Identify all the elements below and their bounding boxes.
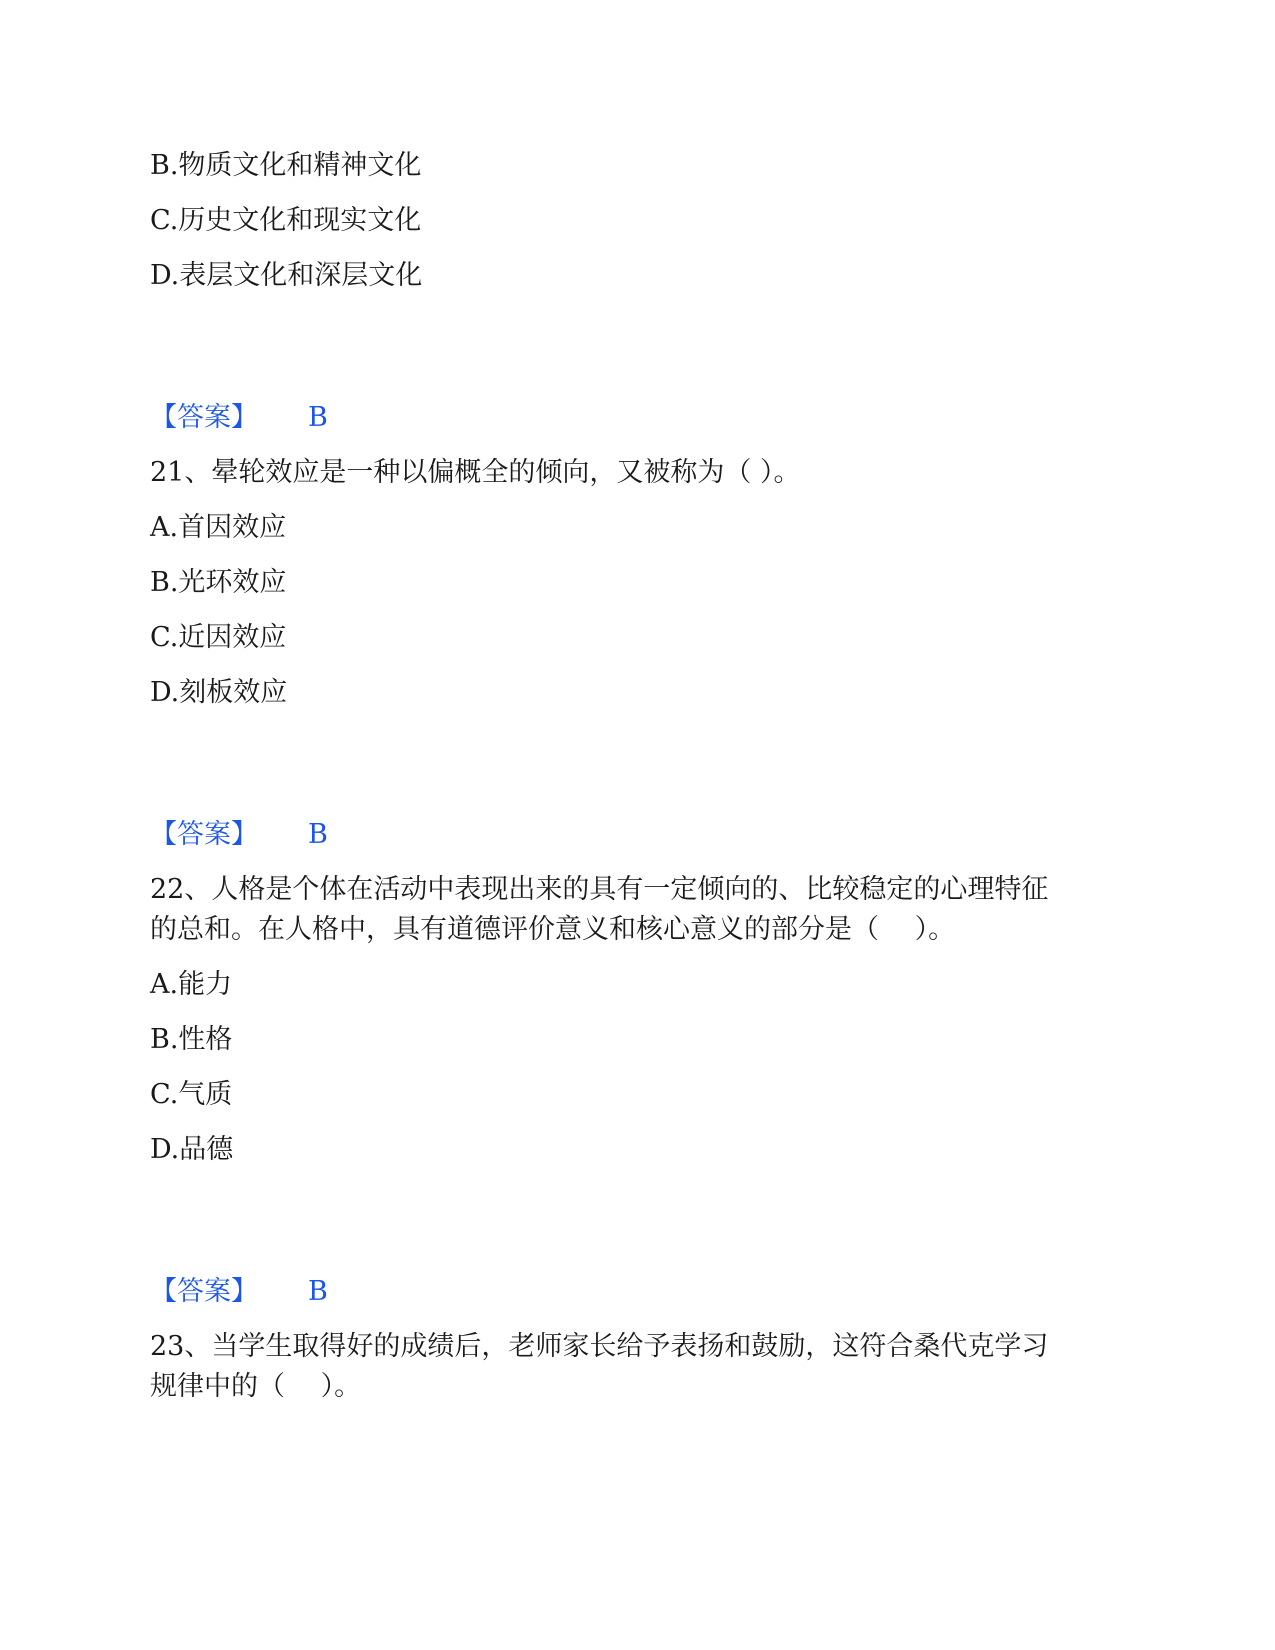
answer-label: 【答案】: [150, 1276, 258, 1307]
answer-row: [150, 1272, 328, 1312]
answer-value: B: [308, 1276, 328, 1307]
question-stem-line-2: 规律中的（ ）。: [150, 1371, 362, 1402]
question-stem: 21、晕轮效应是一种以偏概全的倾向，又被称为（ ）。: [150, 457, 801, 488]
option-b: B.光环效应: [150, 567, 287, 598]
option-d: D.表层文化和深层文化: [150, 260, 423, 291]
question-stem-line-1: 23、当学生取得好的成绩后，老师家长给予表扬和鼓励，这符合桑代克学习: [150, 1331, 1049, 1362]
option-b: B.性格: [150, 1024, 233, 1055]
answer-value: B: [308, 819, 328, 850]
answer-value: B: [308, 402, 328, 433]
option-c: C.历史文化和现实文化: [150, 205, 422, 236]
question-stem-line-2: 的总和。在人格中，具有道德评价意义和核心意义的部分是（ ）。: [150, 914, 956, 945]
question-stem-line-1: 22、人格是个体在活动中表现出来的具有一定倾向的、比较稳定的心理特征: [150, 874, 1049, 905]
option-d: D.刻板效应: [150, 677, 288, 708]
option-c: C.气质: [150, 1079, 233, 1110]
answer-label: 【答案】: [150, 819, 258, 850]
option-c: C.近因效应: [150, 622, 287, 653]
option-a: A.首因效应: [150, 512, 287, 543]
option-a: A.能力: [150, 969, 233, 1000]
option-d: D.品德: [150, 1134, 234, 1165]
option-b: B.物质文化和精神文化: [150, 150, 422, 181]
answer-row: [150, 815, 328, 855]
answer-label: 【答案】: [150, 402, 258, 433]
answer-row: [150, 398, 328, 438]
